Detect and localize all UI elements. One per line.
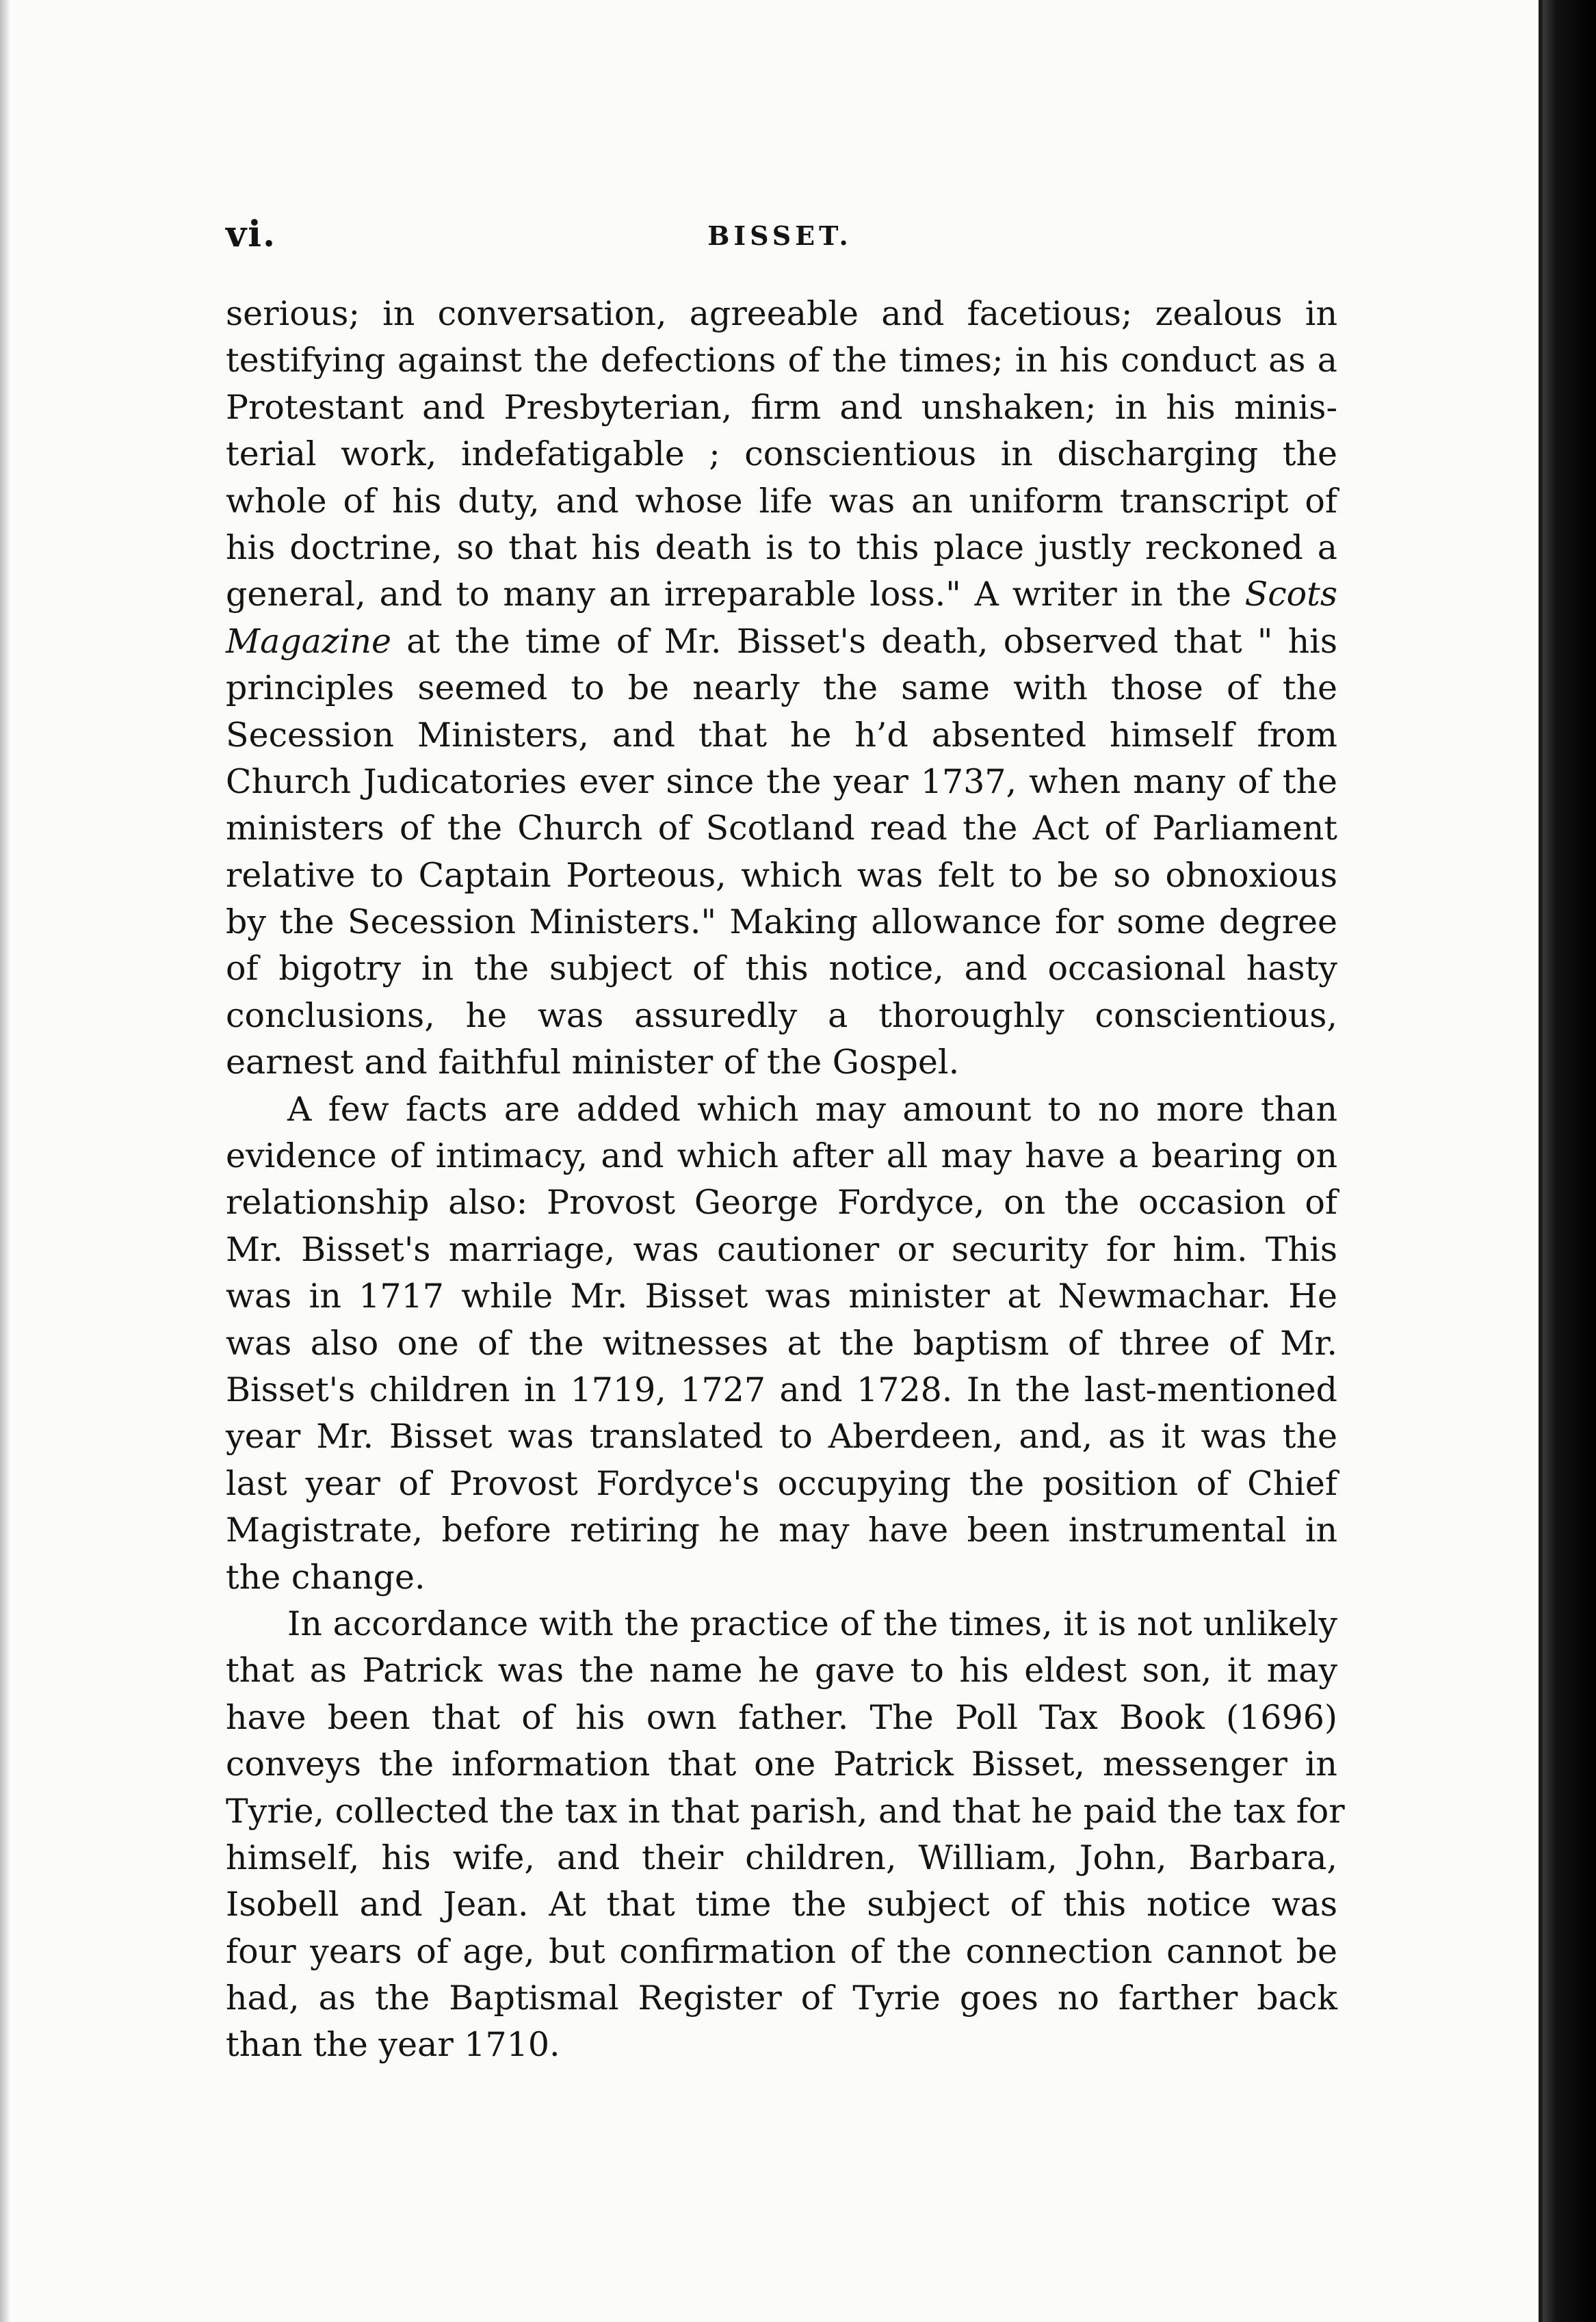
text-line: serious; in conversation, agreeable and facetious; zealous in (226, 294, 1337, 333)
text-line: terial work, indefatigable ; conscientious in discharging the (226, 434, 1337, 474)
text-line: of bigotry in the subject of this notice, and occasional hasty (226, 949, 1337, 989)
text-line: last year of Provost Fordyce's occupying the position of Chief (226, 1463, 1337, 1503)
text-line: Mr. Bisset's marriage, was cautioner or security for him. This (226, 1229, 1337, 1269)
text-line: relationship also: Provost George Fordyce, on the occasion of (226, 1183, 1337, 1223)
text-line: evidence of intimacy, and which after all may have a bearing on (226, 1136, 1337, 1176)
text-line: the change. (226, 1557, 426, 1597)
text-line: than the year 1710. (226, 2025, 560, 2065)
italic-term: Magazine (226, 621, 392, 661)
text-line: was also one of the witnesses at the baptism of three of Mr. (226, 1323, 1337, 1363)
running-head: BISSET. (707, 220, 852, 251)
text-line: his doctrine, so that his death is to this place justly reckoned a (226, 527, 1337, 567)
text-line: Tyrie, collected the tax in that parish, and that he paid the tax for (226, 1791, 1345, 1831)
text-line: Church Judicatories ever since the year 1737, when many of the (226, 761, 1337, 801)
page-number: vi. (226, 213, 277, 255)
text-line: Protestant and Presbyterian, firm and unshaken; in his minis- (226, 387, 1337, 427)
text-line: earnest and faithful minister of the Gospel. (226, 1043, 960, 1082)
text-line: have been that of his own father. The Poll Tax Book (1696) (226, 1697, 1337, 1737)
paragraph-3 (226, 1601, 1345, 2069)
text-line: four years of age, but confirmation of the connection cannot be (226, 1931, 1337, 1971)
text-line: principles seemed to be nearly the same with those of the (226, 668, 1337, 708)
text-line: conveys the information that one Patrick Bisset, messenger in (226, 1745, 1337, 1784)
text-line: testifying against the defections of the times; in his conduct as a (226, 341, 1337, 380)
text-line: conclusions, he was assuredly a thoroughly conscientious, (226, 995, 1337, 1035)
text-line (226, 571, 1337, 618)
text-line: by the Secession Ministers." Making allowance for some degree (226, 902, 1337, 942)
text-line: A few facts are added which may amount to no more than (287, 1089, 1337, 1129)
page-left-edge (0, 0, 10, 2322)
paragraph-2 (226, 1086, 1337, 1601)
text-line-segment: general, and to many an irreparable loss." A writer in the (226, 575, 1231, 614)
text-line: Magistrate, before retiring he may have been instrumental in (226, 1511, 1337, 1550)
text-line (226, 618, 1337, 665)
text-line-segment: at the time of Mr. Bisset's death, observed that " his (406, 621, 1337, 661)
text-line: had, as the Baptismal Register of Tyrie goes no farther back (226, 1979, 1337, 2018)
text-line: whole of his duty, and whose life was an uniform transcript of (226, 481, 1337, 521)
text-line: relative to Captain Porteous, which was felt to be so obnoxious (226, 855, 1337, 895)
italic-term: Scots (1244, 575, 1337, 614)
paragraph-1 (226, 291, 1337, 1086)
page-right-dark-edge (1543, 0, 1596, 2322)
page-header (226, 213, 1334, 268)
text-line: himself, his wife, and their children, William, John, Barbara, (226, 1838, 1337, 1877)
text-line: Bisset's children in 1719, 1727 and 1728. In the last-mentioned (226, 1370, 1337, 1409)
text-line: In accordance with the practice of the times, it is not unlikely (287, 1604, 1337, 1643)
text-line: that as Patrick was the name he gave to his eldest son, it may (226, 1651, 1337, 1691)
text-line: ministers of the Church of Scotland read the Act of Parliament (226, 809, 1337, 848)
text-line: was in 1717 while Mr. Bisset was minister at Newmachar. He (226, 1277, 1337, 1316)
text-line: year Mr. Bisset was translated to Aberdeen, and, as it was the (226, 1417, 1337, 1457)
body-text (226, 291, 1345, 2069)
text-line: Secession Ministers, and that he h’d absented himself from (226, 715, 1337, 755)
text-line: Isobell and Jean. At that time the subject of this notice was (226, 1885, 1337, 1925)
